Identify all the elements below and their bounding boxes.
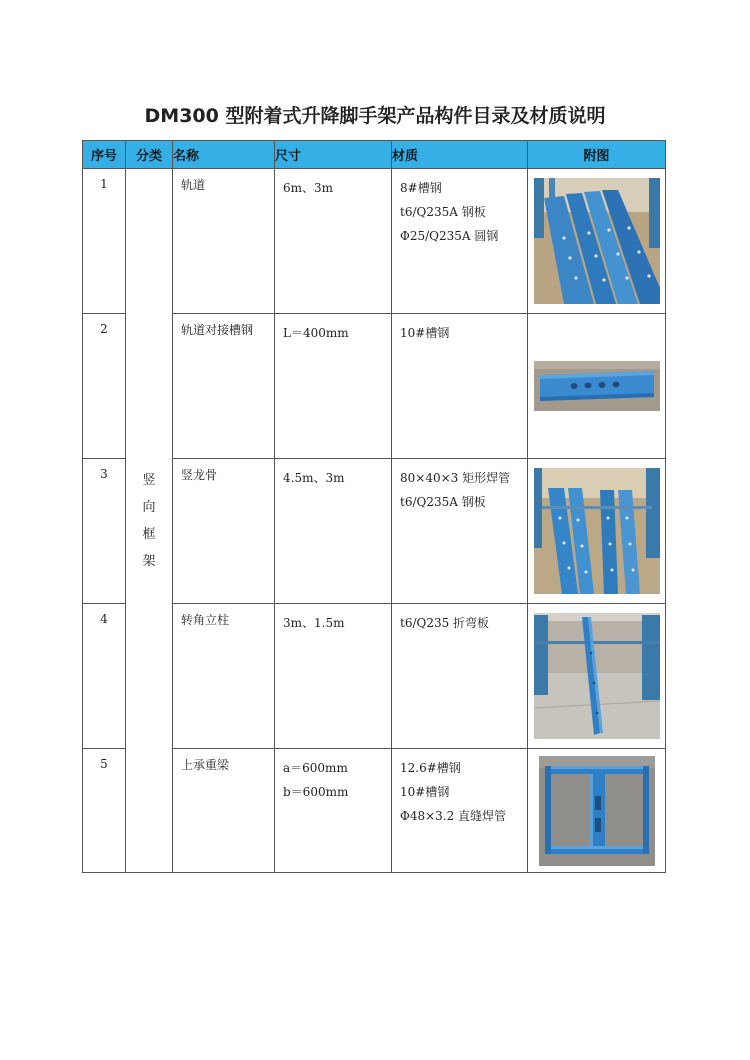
row-size [275,314,392,459]
material-line: 10#槽钢 [400,785,450,799]
header-picture: 附图 [528,141,666,169]
corner-column-photo [534,613,660,739]
row-idx: 4 [83,604,126,749]
size-line: 6m、3m [283,181,334,195]
material-line: t6/Q235A 钢板 [400,495,486,509]
row-material [392,749,528,873]
row-name: 竖龙骨 [173,459,275,604]
row-idx: 1 [83,169,126,314]
header-category: 分类 [126,141,173,169]
vertical-keel-photo [534,468,660,594]
material-line: t6/Q235A 钢板 [400,205,486,219]
size-line: 4.5m、3m [283,471,345,485]
row-size [275,459,392,604]
material-line: Φ48×3.2 直缝焊管 [400,809,507,823]
row-size [275,749,392,873]
material-line: 10#槽钢 [400,326,450,340]
row-picture [528,749,666,873]
material-line: t6/Q235 折弯板 [400,616,490,630]
bearing-beam-photo [539,756,655,866]
page-title: DM300 型附着式升降脚手架产品构件目录及材质说明 [144,105,606,127]
category-label: 竖向框架 [142,472,156,569]
steel-rail-photo [534,178,660,304]
row-name: 上承重梁 [173,749,275,873]
row-name: 轨道 [173,169,275,314]
material-line: 12.6#槽钢 [400,761,461,775]
category-cell [126,169,173,873]
table-header-row [83,141,666,169]
row-idx: 2 [83,314,126,459]
row-name: 轨道对接槽钢 [173,314,275,459]
material-line: 8#槽钢 [400,181,442,195]
row-picture [528,459,666,604]
header-name: 名称 [173,141,275,169]
row-material [392,604,528,749]
material-line: 80×40×3 矩形焊管 [400,471,511,485]
row-size [275,604,392,749]
size-line: L＝400mm [283,326,349,340]
row-picture [528,314,666,459]
header-size: 尺寸 [275,141,392,169]
row-name: 转角立柱 [173,604,275,749]
row-material [392,459,528,604]
header-idx: 序号 [83,141,126,169]
row-picture [528,169,666,314]
row-idx: 5 [83,749,126,873]
channel-steel-photo [534,361,660,411]
size-line: 3m、1.5m [283,616,345,630]
row-material [392,169,528,314]
size-line: b＝600mm [283,785,349,799]
table-row [83,169,666,314]
row-material [392,314,528,459]
row-idx: 3 [83,459,126,604]
row-picture [528,604,666,749]
material-line: Φ25/Q235A 圆钢 [400,229,499,243]
component-table [82,140,666,873]
size-line: a＝600mm [283,761,348,775]
row-size [275,169,392,314]
header-material: 材质 [392,141,528,169]
